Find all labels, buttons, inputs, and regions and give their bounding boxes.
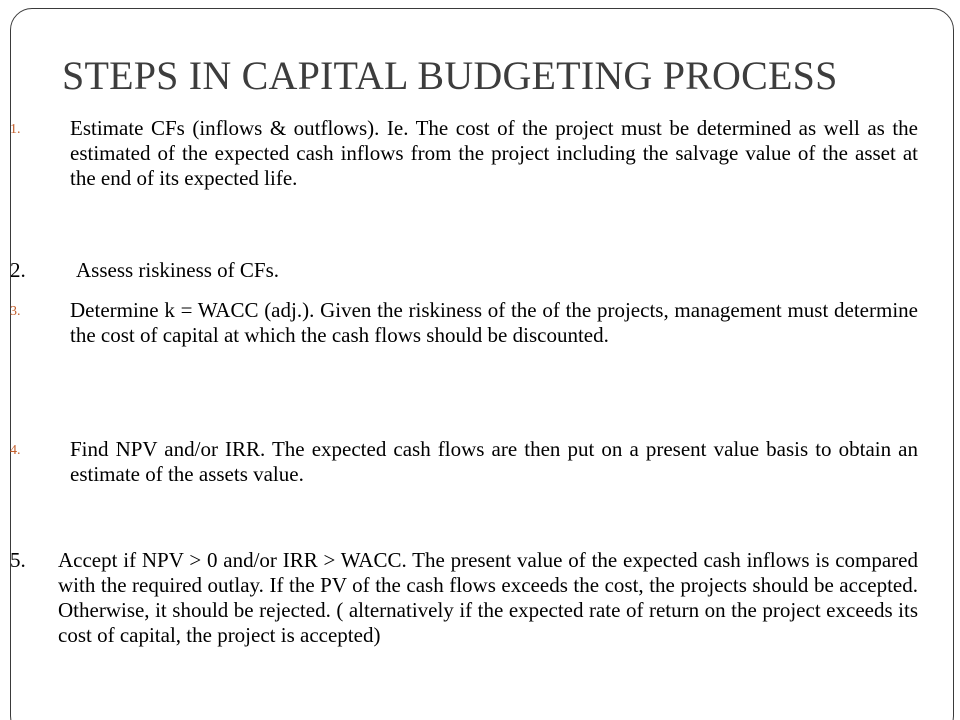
step-1-text: Estimate CFs (inflows & outflows). Ie. The cost of the project must be determined as well as the estimated of the expected cash inflows from the project including the salvage value of the asset at the end of its expected life. [70,116,918,190]
step-4-number: 4. [10,443,21,458]
step-3-number: 3. [10,304,21,319]
step-1-number: 1. [10,122,21,137]
step-2-number: 2. [10,258,26,282]
step-3-text: Determine k = WACC (adj.). Given the riskiness of the of the projects, management must determine the cost of capital at which the cash flows should be discounted. [70,298,918,347]
slide-title: STEPS IN CAPITAL BUDGETING PROCESS [62,53,838,98]
step-2-text: Assess riskiness of CFs. [76,258,280,282]
step-5-number: 5. [10,548,26,572]
step-5-text: Accept if NPV > 0 and/or IRR > WACC. The present value of the expected cash inflows is compared with the required outlay. If the PV of the cash flows exceeds the cost, the projects should be accepted. Otherwise, it should be rejected. ( alternatively if the expected rate of return on the project exceeds its cost of capital, the project is accepted) [58,548,918,647]
step-4-text: Find NPV and/or IRR. The expected cash flows are then put on a present value basis to obtain an estimate of the assets value. [70,437,918,486]
